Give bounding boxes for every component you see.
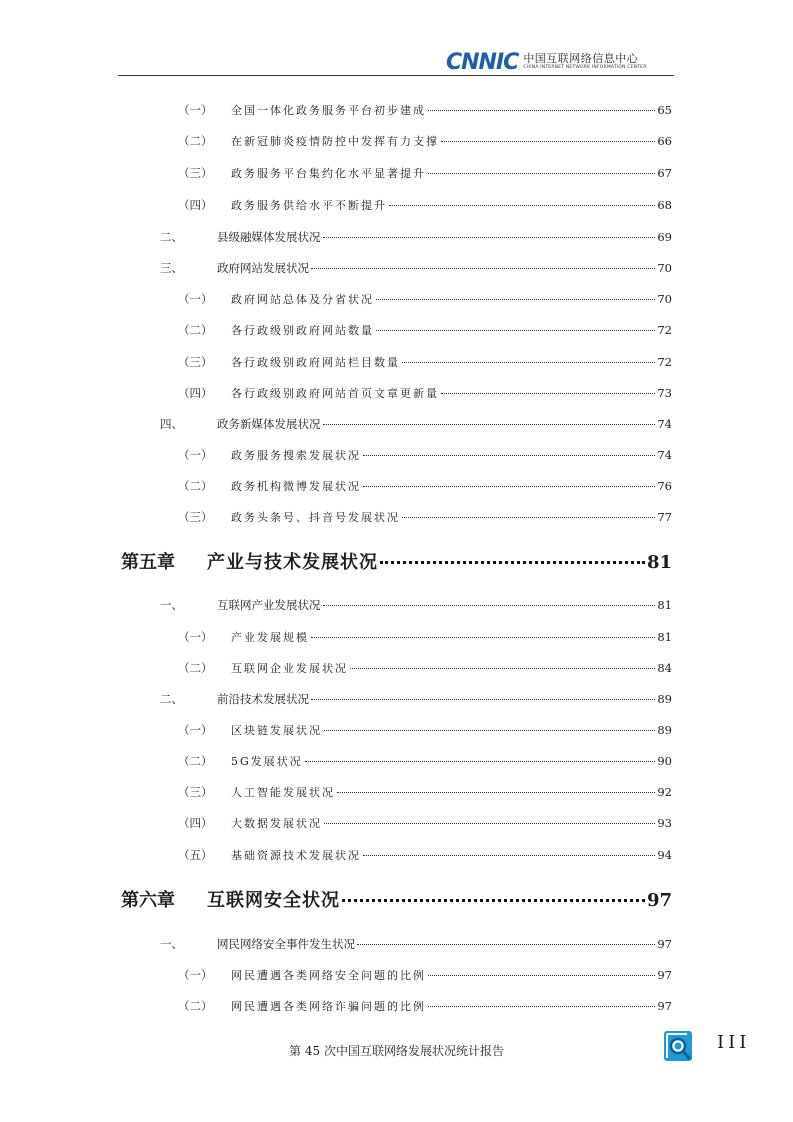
toc-entry-page: 65: [657, 103, 672, 117]
toc-entry-page: 97: [657, 999, 672, 1013]
toc-entry-title: 互联网产业发展状况: [217, 598, 321, 612]
toc-entry-page: 97: [657, 968, 672, 982]
toc-entry[interactable]: [178, 722, 672, 742]
toc-entry-page: 90: [657, 754, 672, 768]
toc-dot-leader: [428, 173, 655, 174]
toc-dot-leader: [363, 455, 655, 456]
toc-entry[interactable]: [160, 936, 672, 956]
toc-entry-title: 政府网站总体及分省状况: [231, 293, 374, 306]
toc-entry-title: 全国一体化政务服务平台初步建成: [231, 104, 426, 117]
toc-entry-page: 84: [657, 661, 672, 675]
toc-entry[interactable]: [178, 509, 672, 529]
toc-entry-page: 93: [657, 816, 672, 830]
toc-entry-number: （三）: [178, 510, 213, 524]
toc-entry[interactable]: [178, 291, 672, 311]
toc-entry-number: （一）: [178, 968, 213, 982]
toc-entry-number: 四、: [160, 417, 183, 431]
org-name-cn: 中国互联网络信息中心: [523, 52, 639, 65]
cnnic-logo: [446, 52, 647, 76]
toc-entry-title: 大数据发展状况: [231, 817, 322, 830]
toc-entry[interactable]: [178, 753, 672, 773]
toc-chapter-entry[interactable]: [121, 886, 672, 914]
toc-entry-title: 政务新媒体发展状况: [217, 417, 321, 431]
toc-entry-title: 互联网企业发展状况: [231, 662, 348, 675]
toc-entry-title: 互联网安全状况: [207, 890, 340, 911]
toc-entry-page: 81: [657, 598, 672, 612]
toc-entry-page: 89: [657, 692, 672, 706]
toc-entry-page: 97: [646, 890, 672, 911]
footer-report-title: 第 45 次中国互联网络发展状况统计报告: [289, 1044, 504, 1058]
toc-entry-number: （五）: [178, 848, 213, 862]
toc-entry-number: 一、: [160, 598, 183, 612]
toc-entry-number: 第五章: [121, 552, 175, 573]
toc-entry-title: 基础资源技术发展状况: [231, 849, 361, 862]
toc-entry-page: 73: [657, 386, 672, 400]
toc-entry[interactable]: [160, 691, 672, 711]
toc-entry-title: 政府网站发展状况: [217, 261, 309, 275]
toc-entry-title: 县级融媒体发展状况: [217, 230, 321, 244]
toc-dot-leader: [428, 1006, 655, 1007]
toc-entry-number: （二）: [178, 134, 213, 148]
toc-entry-number: （四）: [178, 816, 213, 830]
toc-entry-number: （四）: [178, 198, 213, 212]
toc-entry-page: 81: [646, 552, 672, 573]
toc-dot-leader: [323, 424, 656, 425]
header-rule: [118, 75, 674, 76]
toc-entry-number: 第六章: [121, 890, 175, 911]
toc-dot-leader: [342, 899, 645, 902]
toc-entry-title: 区块链发展状况: [231, 724, 322, 737]
toc-entry-number: （二）: [178, 999, 213, 1013]
toc-entry-title: 各行政级别政府网站数量: [231, 324, 374, 337]
toc-dot-leader: [311, 699, 655, 700]
toc-entry[interactable]: [178, 998, 672, 1018]
toc-entry[interactable]: [178, 385, 672, 405]
toc-entry-number: 二、: [160, 230, 183, 244]
toc-entry-number: （三）: [178, 355, 213, 369]
toc-entry-number: （二）: [178, 479, 213, 493]
toc-dot-leader: [376, 330, 655, 331]
toc-entry-page: 72: [657, 355, 672, 369]
toc-entry-page: 76: [657, 479, 672, 493]
toc-dot-leader: [376, 299, 655, 300]
toc-entry[interactable]: [178, 815, 672, 835]
toc-dot-leader: [428, 110, 655, 111]
toc-entry-title: 产业与技术发展状况: [207, 552, 378, 573]
toc-entry-number: （一）: [178, 292, 213, 306]
toc-entry[interactable]: [178, 322, 672, 342]
toc-entry[interactable]: [178, 629, 672, 649]
toc-dot-leader: [337, 792, 655, 793]
toc-dot-leader: [402, 362, 655, 363]
toc-dot-leader: [311, 637, 655, 638]
toc-entry-title: 产业发展规模: [231, 631, 309, 644]
toc-entry-title: 网民遭遇各类网络安全问题的比例: [231, 969, 426, 982]
toc-entry-page: 66: [657, 134, 672, 148]
toc-entry-page: 70: [657, 292, 672, 306]
logo-mark: CNNIC: [446, 50, 519, 75]
toc-entry-number: （二）: [178, 661, 213, 675]
toc-entry-page: 74: [657, 417, 672, 431]
toc-dot-leader: [441, 141, 655, 142]
toc-entry[interactable]: [178, 967, 672, 987]
toc-dot-leader: [402, 517, 655, 518]
toc-entry-number: （二）: [178, 754, 213, 768]
toc-entry-number: （三）: [178, 785, 213, 799]
toc-dot-leader: [428, 975, 655, 976]
toc-entry-number: 一、: [160, 937, 183, 951]
toc-dot-leader: [441, 393, 655, 394]
toc-dot-leader: [311, 268, 655, 269]
toc-entry[interactable]: [178, 133, 672, 153]
toc-entry-title: 政务头条号、抖音号发展状况: [231, 511, 400, 524]
toc-dot-leader: [350, 668, 655, 669]
toc-entry-page: 67: [657, 166, 672, 180]
toc-entry-number: （一）: [178, 630, 213, 644]
toc-entry-page: 89: [657, 723, 672, 737]
toc-entry-title: 政务服务搜索发展状况: [231, 449, 361, 462]
toc-entry-title: 政务服务平台集约化水平显著提升: [231, 167, 426, 180]
toc-entry-number: 二、: [160, 692, 183, 706]
toc-entry-page: 81: [657, 630, 672, 644]
toc-entry-title: 各行政级别政府网站首页文章更新量: [231, 387, 439, 400]
toc-entry-number: （一）: [178, 723, 213, 737]
toc-entry-page: 72: [657, 323, 672, 337]
toc-entry-page: 74: [657, 448, 672, 462]
toc-entry-page: 92: [657, 785, 672, 799]
toc-entry[interactable]: [160, 229, 672, 249]
toc-entry-title: 各行政级别政府网站栏目数量: [231, 356, 400, 369]
toc-entry[interactable]: [160, 260, 672, 280]
toc-entry[interactable]: [178, 165, 672, 185]
magnifier-logo-icon: [663, 1030, 693, 1062]
toc-dot-leader: [305, 761, 656, 762]
toc-chapter-entry[interactable]: [121, 548, 672, 576]
org-name-en: CHINA INTERNET NETWORK INFORMATION CENTER: [523, 65, 647, 70]
toc-entry-title: 政务机构微博发展状况: [231, 480, 361, 493]
toc-entry-title: 在新冠肺炎疫情防控中发挥有力支撑: [231, 135, 439, 148]
toc-entry-number: 三、: [160, 261, 183, 275]
toc-dot-leader: [389, 205, 655, 206]
toc-entry[interactable]: [178, 354, 672, 374]
toc-entry-page: 97: [657, 937, 672, 951]
toc-entry[interactable]: [178, 478, 672, 498]
toc-entry-number: （一）: [178, 448, 213, 462]
toc-entry-number: （三）: [178, 166, 213, 180]
toc-entry-number: （一）: [178, 103, 213, 117]
toc-entry[interactable]: [160, 597, 672, 617]
toc-dot-leader: [324, 730, 655, 731]
toc-entry-number: （四）: [178, 386, 213, 400]
toc-entry[interactable]: [160, 416, 672, 436]
page-number: III: [717, 1032, 751, 1053]
toc-entry[interactable]: [178, 447, 672, 467]
toc-dot-leader: [363, 855, 655, 856]
toc-entry-page: 77: [657, 510, 672, 524]
toc-entry-title: 前沿技术发展状况: [217, 692, 309, 706]
toc-entry-page: 68: [657, 198, 672, 212]
toc-entry[interactable]: [178, 847, 672, 867]
toc-entry-title: 5G发展状况: [231, 755, 303, 768]
toc-entry-page: 70: [657, 261, 672, 275]
toc-entry-title: 人工智能发展状况: [231, 786, 335, 799]
toc-dot-leader: [323, 605, 656, 606]
toc-entry[interactable]: [178, 102, 672, 122]
toc-entry-page: 94: [657, 848, 672, 862]
toc-dot-leader: [380, 561, 645, 564]
toc-entry-number: （二）: [178, 323, 213, 337]
toc-entry-page: 69: [657, 230, 672, 244]
toc-entry[interactable]: [178, 784, 672, 804]
toc-entry[interactable]: [178, 197, 672, 217]
toc-dot-leader: [363, 486, 655, 487]
toc-dot-leader: [323, 237, 656, 238]
toc-entry-title: 网民遭遇各类网络诈骗问题的比例: [231, 1000, 426, 1013]
toc-dot-leader: [324, 823, 655, 824]
toc-entry-title: 网民网络安全事件发生状况: [217, 937, 355, 951]
toc-entry-title: 政务服务供给水平不断提升: [231, 199, 387, 212]
toc-entry[interactable]: [178, 660, 672, 680]
toc-dot-leader: [357, 944, 655, 945]
